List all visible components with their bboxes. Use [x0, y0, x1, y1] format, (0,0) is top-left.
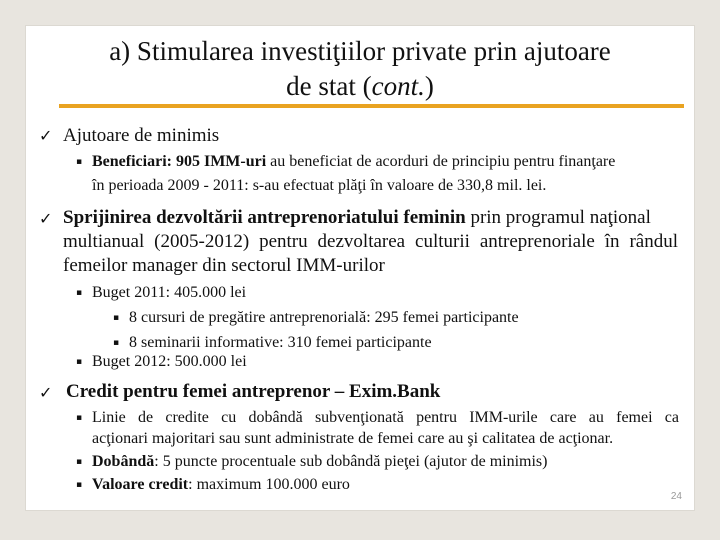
section-1-bullet-1-bold: Beneficiari: 905 IMM-uri [92, 153, 267, 170]
section-2-line-1-rest: prin programul naţional [465, 207, 651, 228]
section-2-bullet-1: Buget 2011: 405.000 lei [92, 284, 247, 301]
section-2-line-1-bold: Sprijinirea dezvoltării antreprenoriatului feminin [63, 207, 466, 228]
section-3-bullet-1-line-2: acţionari majoritari sau sunt administrate de femei care au şi calitatea de acţionar. [92, 430, 614, 447]
checkmark-icon: ✓ [39, 126, 53, 145]
title-line-2-italic: cont. [371, 71, 425, 101]
checkmark-icon: ✓ [39, 209, 53, 228]
section-3-heading: Credit pentru femei antreprenor – Exim.Bank [66, 381, 441, 402]
section-3-bullet-1-line-1: Linie de credite cu dobândă subvenţionată pentru IMM-urile care au femei ca [92, 409, 679, 426]
slide [25, 25, 695, 511]
section-1-heading: Ajutoare de minimis [63, 125, 220, 146]
square-bullet-icon: ▪ [113, 338, 120, 348]
section-3-bullet-2-rest: : 5 puncte procentuale sub dobândă pieţei (ajutor de minimis) [154, 453, 548, 470]
title-divider [59, 104, 684, 108]
page-number: 24 [670, 491, 682, 502]
title-line-1: a) Stimularea investiţiilor private prin ajutoare [109, 36, 611, 66]
square-bullet-icon: ▪ [76, 457, 83, 467]
section-3-bullet-2-bold: Dobândă [92, 453, 155, 470]
section-2-line-2: multianual (2005-2012) pentru dezvoltarea culturii antreprenoriale în rândul [63, 231, 678, 252]
title-line-2-post: ) [424, 71, 434, 101]
section-1-bullet-1 [92, 151, 615, 172]
title-line-2-pre: de stat ( [286, 71, 372, 101]
section-3-bullet-3-rest: : maximum 100.000 euro [188, 476, 350, 493]
square-bullet-icon: ▪ [76, 480, 83, 490]
section-2-bullet-2: Buget 2012: 500.000 lei [92, 353, 247, 370]
square-bullet-icon: ▪ [113, 313, 120, 323]
section-1-bullet-1-rest: au beneficiat de acorduri de principiu pentru finanţare [266, 153, 616, 170]
checkmark-icon: ✓ [39, 383, 53, 402]
section-3-bullet-3-bold: Valoare credit [92, 476, 189, 493]
section-3-bullet-2 [92, 451, 547, 472]
square-bullet-icon: ▪ [76, 288, 83, 298]
section-1-bullet-1-line-2: în perioada 2009 - 2011: s-au efectuat plăţi în valoare de 330,8 mil. lei. [92, 177, 547, 194]
section-2-line-3: femeilor manager din sectorul IMM-urilor [63, 255, 385, 276]
title-line-2 [26, 69, 694, 104]
section-2-line-1 [63, 206, 651, 229]
square-bullet-icon: ▪ [76, 413, 83, 423]
section-2-sub-bullet-2: 8 seminarii informative: 310 femei participante [129, 334, 432, 351]
slide-title [26, 34, 694, 104]
section-2-sub-bullet-1: 8 cursuri de pregătire antreprenorială: 295 femei participante [129, 309, 519, 326]
square-bullet-icon: ▪ [76, 157, 83, 167]
section-3-bullet-3 [92, 474, 350, 495]
square-bullet-icon: ▪ [76, 357, 83, 367]
